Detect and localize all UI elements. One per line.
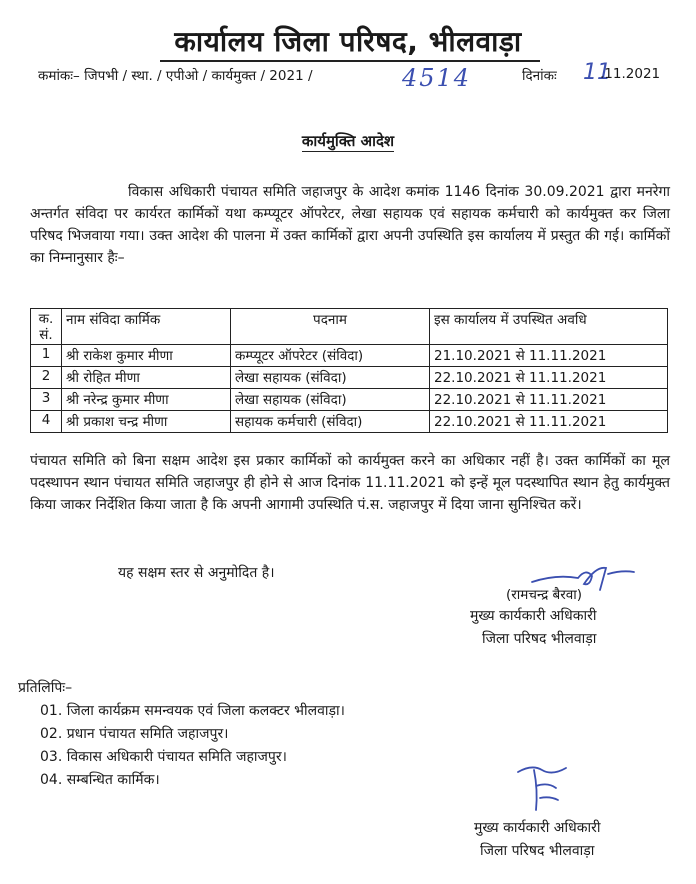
- col-header-serial: क. सं.: [31, 309, 62, 345]
- handwritten-date-day: 11: [583, 60, 611, 85]
- cell-name: श्री नरेन्द्र कुमार मीणा: [62, 389, 231, 411]
- order-title-text: कार्यमुक्ति आदेश: [301, 132, 395, 150]
- copy-to-label: प्रतिलिपिः–: [18, 680, 73, 696]
- col-header-name: नाम संविदा कार्मिक: [62, 309, 231, 345]
- table-row: [31, 345, 668, 367]
- cell-designation: कम्प्यूटर ऑपरेटर (संविदा): [231, 345, 430, 367]
- table-row: [31, 389, 668, 411]
- table-row: [31, 411, 668, 433]
- signatory-office: जिला परिषद भीलवाड़ा: [482, 631, 597, 647]
- signatory-title-2: मुख्य कार्यकारी अधिकारी: [474, 820, 601, 836]
- initials-signature-icon: [512, 760, 572, 818]
- cell-serial: 1: [31, 345, 62, 367]
- list-item: 02. प्रधान पंचायत समिति जहाजपुर।: [40, 726, 229, 742]
- date-label: दिनांकः: [522, 68, 557, 84]
- approval-line: यह सक्षम स्तर से अनुमोदित है।: [118, 565, 275, 581]
- cell-name: श्री रोहित मीणा: [62, 367, 231, 389]
- cell-period: 22.10.2021 से 11.11.2021: [430, 389, 668, 411]
- table-row: [31, 367, 668, 389]
- cell-name: श्री प्रकाश चन्द्र मीणा: [62, 411, 231, 433]
- col-header-designation: पदनाम: [231, 309, 430, 345]
- heading-underline: [160, 60, 540, 62]
- handwritten-dispatch-number: 4514: [402, 64, 472, 92]
- cell-designation: लेखा सहायक (संविदा): [231, 389, 430, 411]
- date-month-year: .11.2021: [600, 66, 661, 82]
- signatory-name: (रामचन्द्र बैरवा): [506, 587, 583, 603]
- cell-designation: लेखा सहायक (संविदा): [231, 367, 430, 389]
- cell-period: 22.10.2021 से 11.11.2021: [430, 367, 668, 389]
- cell-designation: सहायक कर्मचारी (संविदा): [231, 411, 430, 433]
- reference-number: कमांकः– जिपभी / स्था. / एपीओ / कार्यमुक्त / 2021 /: [38, 68, 313, 84]
- cell-name: श्री राकेश कुमार मीणा: [62, 345, 231, 367]
- table-header-row: [31, 309, 668, 345]
- employee-table: [30, 308, 668, 433]
- order-title: [0, 131, 696, 151]
- list-item: 03. विकास अधिकारी पंचायत समिति जहाजपुर।: [40, 749, 287, 765]
- list-item: 01. जिला कार्यक्रम समन्वयक एवं जिला कलक्टर भीलवाड़ा।: [40, 703, 345, 719]
- cell-period: 22.10.2021 से 11.11.2021: [430, 411, 668, 433]
- list-item: 04. सम्बन्धित कार्मिक।: [40, 772, 160, 788]
- cell-serial: 2: [31, 367, 62, 389]
- cell-period: 21.10.2021 से 11.11.2021: [430, 345, 668, 367]
- signatory-office-2: जिला परिषद भीलवाड़ा: [480, 843, 595, 859]
- signatory-title: मुख्य कार्यकारी अधिकारी: [470, 608, 597, 624]
- cell-serial: 3: [31, 389, 62, 411]
- cell-serial: 4: [31, 411, 62, 433]
- col-header-period: इस कार्यालय में उपस्थित अवधि: [430, 309, 668, 345]
- order-paragraph-2: पंचायत समिति को बिना सक्षम आदेश इस प्रकार कार्मिकों को कार्यमुक्त करने का अधिकार नहीं है। उक्त कार्मिकों का मूल पदस्थापन स्थान पंचायत समिति जहाजपुर ही होने से आज दिनांक 11.11.2021 को इन्हें मूल पदस्थापित स्थान हेतु कार्यमुक्त किया जाकर निर्देशित किया जाता है कि अपनी आगामी उपस्थिति पं.स. जहाजपुर में दिया जाना सुनिश्चित करें।: [30, 453, 670, 513]
- office-heading: कार्यालय जिला परिषद, भीलवाड़ा: [174, 25, 522, 58]
- order-paragraph-1: विकास अधिकारी पंचायत समिति जहाजपुर के आदेश कमांक 1146 दिनांक 30.09.2021 द्वारा मनरेगा अन्तर्गत संविदा पर कार्यरत कार्मिकों यथा कम्प्यूटर ऑपरेटर, लेखा सहायक एवं सहायक कर्मचारी को कार्यमुक्त कर जिला परिषद भिजवाया गया। उक्त आदेश की पालना में उक्त कार्मिकों द्वारा अपनी उपस्थिति इस कार्यालय में प्रस्तुत की गई। कार्मिकों का निम्नानुसार हैः–: [30, 184, 670, 266]
